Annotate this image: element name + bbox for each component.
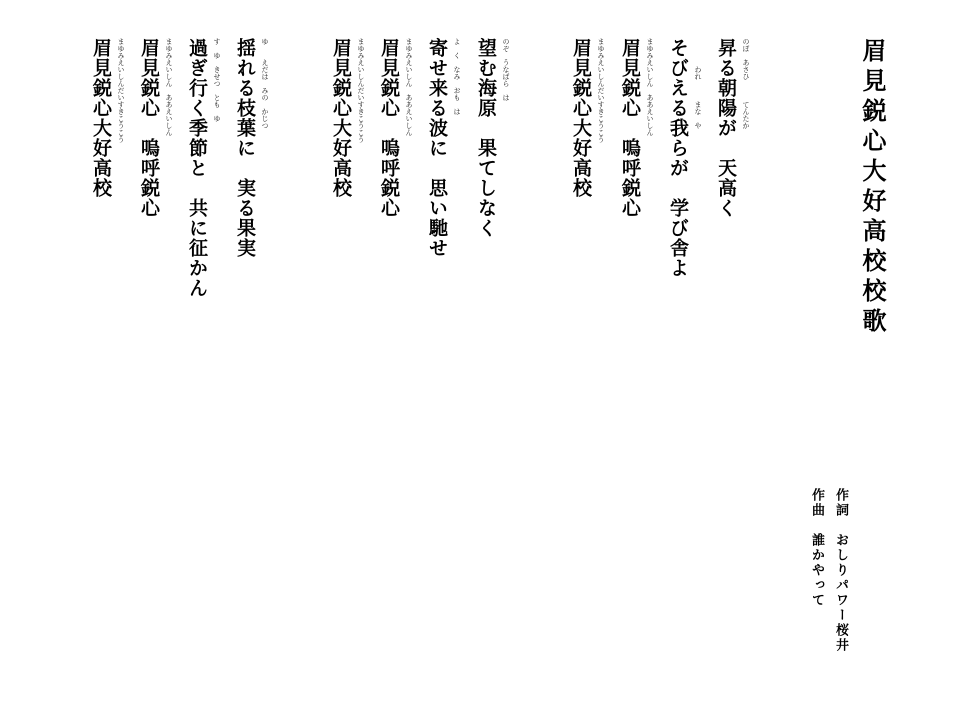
lyric-line: 昇る朝陽が 天高く [715, 38, 737, 218]
ruby-text: まゆみえいしんだいすきこうこう [597, 38, 605, 143]
lyric-line: そびえる我らが 学び舎よ [667, 38, 689, 278]
ruby-text: ゆ えだは みの かじつ [261, 38, 269, 129]
song-title: 眉見鋭心大好高校校歌 [858, 38, 887, 338]
lyricist-credit: 作詞 おしりパワー桜井 [833, 488, 848, 653]
ruby-text: まゆみえいしん ああえいしん [165, 38, 173, 136]
ruby-text: のぞ うなばら は [502, 38, 510, 101]
ruby-text: よ く なみ おも は [453, 38, 461, 115]
lyric-line: 眉見鋭心大好高校 [90, 38, 112, 198]
lyric-line: 眉見鋭心大好高校 [330, 38, 352, 198]
ruby-text: のぼ あさひ てんたか [742, 38, 750, 129]
lyric-line: 眉見鋭心 嗚呼鋭心 [619, 38, 641, 218]
ruby-text: われ まな や [694, 38, 702, 129]
ruby-text: まゆみえいしん ああえいしん [405, 38, 413, 136]
lyric-line: 眉見鋭心大好高校 [570, 38, 592, 198]
lyric-line: 過ぎ行く季節と 共に征かん [186, 38, 208, 298]
ruby-text: まゆみえいしんだいすきこうこう [117, 38, 125, 143]
lyric-line: 望む海原 果てしなく [475, 38, 497, 238]
lyric-line: 眉見鋭心 嗚呼鋭心 [138, 38, 160, 218]
ruby-text: す ゆ きせつ とも ゆ [213, 38, 221, 122]
lyric-line: 眉見鋭心 嗚呼鋭心 [378, 38, 400, 218]
composer-credit: 作曲 誰かやって [809, 488, 824, 608]
lyric-line: 寄せ来る波に 思い馳せ [426, 38, 448, 258]
ruby-text: まゆみえいしんだいすきこうこう [357, 38, 365, 143]
lyric-line: 揺れる枝葉に 実る果実 [234, 38, 256, 258]
ruby-text: まゆみえいしん ああえいしん [646, 38, 654, 136]
